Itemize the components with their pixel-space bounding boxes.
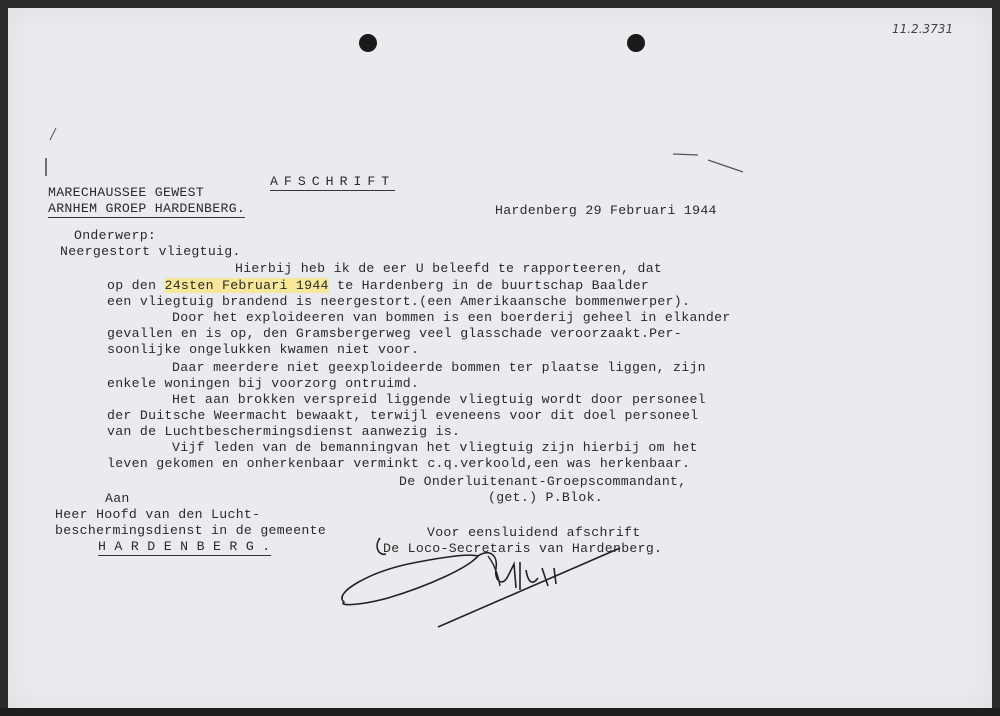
org-line-2: ARNHEM GROEP HARDENBERG.	[48, 202, 245, 218]
body-line-date: op den 24sten Februari 1944 te Hardenberg in de buurtschap Baalder	[107, 278, 650, 293]
body-line: Hierbij heb ik de eer U beleefd te rapporteeren, dat	[235, 261, 663, 276]
body-line: Door het exploideeren van bommen is een boerderij geheel in elkander	[172, 310, 731, 325]
subject-label: Onderwerp:	[74, 228, 157, 243]
place-date: Hardenberg 29 Februari 1944	[495, 203, 717, 218]
handwritten-signature	[8, 8, 992, 708]
body-line: leven gekomen en onherkenbaar verminkt c.q.verkoold,een was herkenbaar.	[107, 456, 691, 471]
archive-number: 11.2.3731	[892, 22, 954, 36]
document-page	[8, 8, 992, 708]
body-line: Daar meerdere niet geexploideerde bommen ter plaatse liggen, zijn	[172, 360, 706, 375]
body-line: Vijf leden van de bemanningvan het vliegtuig zijn hierbij om het	[172, 440, 698, 455]
recipient-line-2: beschermingsdienst in de gemeente	[55, 523, 327, 538]
body-line: een vliegtuig brandend is neergestort.(een Amerikaansche bommenwerper).	[107, 294, 691, 309]
scan-border	[0, 708, 1000, 716]
body-line: soonlijke ongelukken kwamen niet voor.	[107, 342, 420, 357]
body-line: van de Luchtbeschermingsdienst aanwezig is.	[107, 424, 461, 439]
certification-line-2: De Loco-Secretaris van Hardenberg.	[383, 541, 663, 556]
highlighted-date: 24sten Februari 1944	[164, 278, 329, 293]
org-line-1: MARECHAUSSEE GEWEST	[48, 185, 205, 200]
body-line: enkele woningen bij voorzorg ontruimd.	[107, 376, 420, 391]
certification-line-1: Voor eensluidend afschrift	[427, 525, 641, 540]
body-line: gevallen en is op, den Gramsbergerweg veel glasschade veroorzaakt.Per-	[107, 326, 682, 341]
recipient-aan: Aan	[105, 491, 130, 506]
signoff-rank: De Onderluitenant-Groepscommandant,	[399, 474, 687, 489]
body-line: Het aan brokken verspreid liggende vliegtuig wordt door personeel	[172, 392, 706, 407]
subject-value: Neergestort vliegtuig.	[60, 244, 241, 259]
signoff-signed: (get.) P.Blok.	[488, 490, 603, 505]
recipient-line-1: Heer Hoofd van den Lucht-	[55, 507, 261, 522]
recipient-line-3: H A R D E N B E R G .	[98, 540, 271, 556]
body-line: der Duitsche Weermacht bewaakt, terwijl eveneens voor dit doel personeel	[107, 408, 699, 423]
document-title: AFSCHRIFT	[270, 175, 395, 191]
